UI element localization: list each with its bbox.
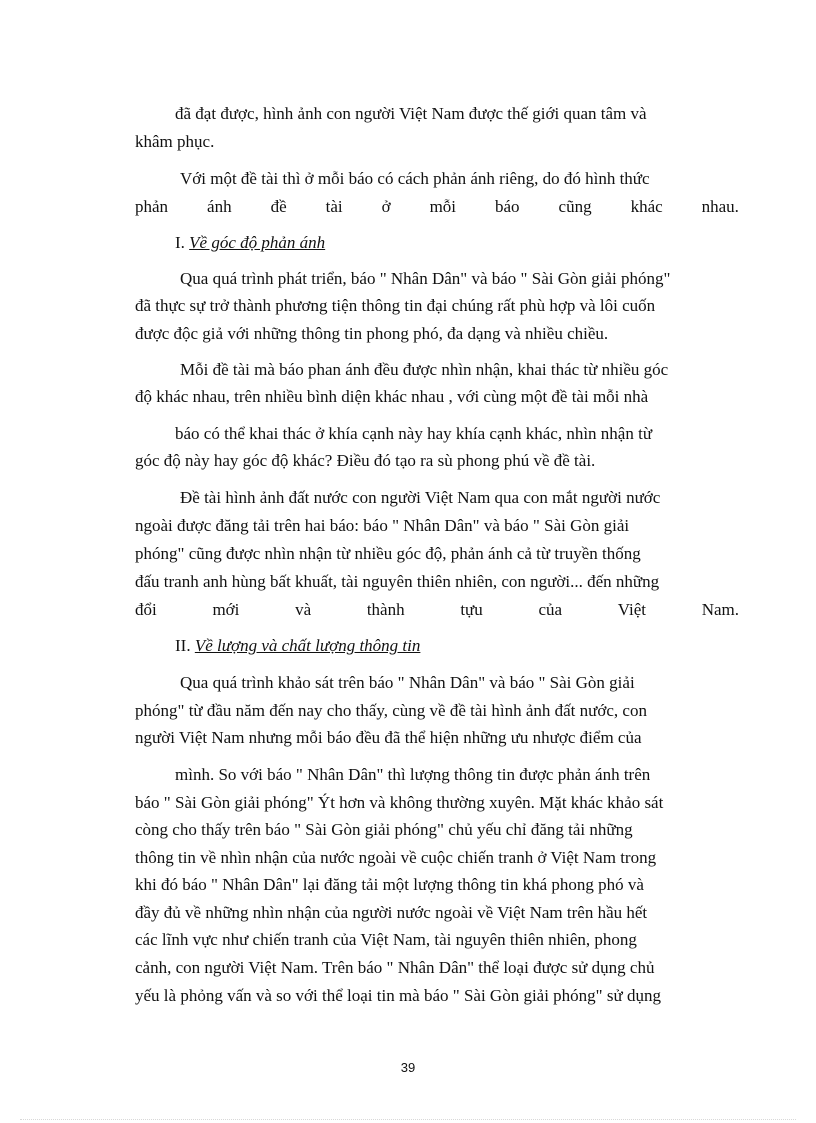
section-heading-1 (175, 232, 739, 254)
word: báo (495, 197, 520, 216)
text-line: góc độ này hay góc độ khác? Điều đó tạo ra sù phong phú về đề tài. (135, 451, 596, 470)
word: của (538, 600, 563, 619)
word: đổi (135, 600, 157, 619)
text-line: khâm phục. (135, 132, 215, 151)
text-line: Với một đề tài thì ở mỗi báo có cách phản ánh riêng, do đó hình thức (180, 169, 650, 188)
word: phản (135, 197, 169, 216)
text-line: đầy đủ về những nhìn nhận của người nước ngoài về Việt Nam trên hầu hết (135, 903, 648, 922)
section-heading-2 (175, 635, 739, 657)
word: cũng (558, 197, 592, 216)
text-line: Qua quá trình phát triển, báo " Nhân Dân" và báo " Sài Gòn giải phóng" (180, 269, 671, 288)
text-line: đã đạt được, hình ảnh con người Việt Nam được thế giới quan tâm và (175, 104, 647, 123)
justified-line (135, 599, 739, 621)
text-line: Qua quá trình khảo sát trên báo " Nhân Dân" và báo " Sài Gòn giải (180, 673, 635, 692)
page-number: 39 (400, 1060, 416, 1075)
word: khác (630, 197, 663, 216)
word: tựu (460, 600, 483, 619)
text-line: mình. So với báo " Nhân Dân" thì lượng thông tin được phản ánh trên (175, 765, 651, 784)
heading-number: II. (175, 636, 191, 655)
text-line: còng cho thấy trên báo " Sài Gòn giải phóng" chủ yếu chỉ đăng tải những (135, 820, 633, 839)
text-line: báo " Sài Gòn giải phóng" Ýt hơn và không thường xuyên. Mặt khác khảo sát (135, 793, 664, 812)
text-line: yếu là phỏng vấn và so với thể loại tin mà báo " Sài Gòn giải phóng" sử dụng (135, 986, 661, 1005)
word: và (295, 600, 312, 619)
text-line: khi đó báo " Nhân Dân" lại đăng tải một lượng thông tin khá phong phó và (135, 875, 644, 894)
text-line: đấu tranh anh hùng bất khuất, tài nguyên thiên nhiên, con người... đến những (135, 572, 660, 591)
word: thành (366, 600, 405, 619)
word: Nam. (701, 600, 739, 619)
word: đề (270, 197, 287, 216)
heading-number: I. (175, 233, 185, 252)
word: nhau. (701, 197, 739, 216)
word: tài (325, 197, 343, 216)
heading-title: Về góc độ phản ánh (189, 233, 326, 252)
heading-title: Về lượng và chất lượng thông tin (194, 636, 421, 655)
text-line: Đề tài hình ảnh đất nước con người Việt Nam qua con mắt người nước (180, 488, 661, 507)
word: mỗi (429, 197, 457, 216)
text-line: Mỗi đề tài mà báo phan ánh đều được nhìn nhận, khai thác từ nhiều góc (180, 360, 669, 379)
text-line: người Việt Nam nhưng mỗi báo đều đã thể hiện những ưu nhược điểm của (135, 728, 642, 747)
text-line: cảnh, con người Việt Nam. Trên báo " Nhân Dân" thể loại được sử dụng chủ (135, 958, 655, 977)
word: Việt (617, 600, 646, 619)
word: mới (212, 600, 240, 619)
text-line: báo có thể khai thác ở khía cạnh này hay khía cạnh khác, nhìn nhận từ (175, 424, 653, 443)
text-line: ngoài được đăng tải trên hai báo: báo " Nhân Dân" và báo " Sài Gòn giải (135, 516, 630, 535)
text-line: thông tin về nhìn nhận của nước ngoài về cuộc chiến tranh ở Việt Nam trong (135, 848, 657, 867)
text-line: đã thực sự trở thành phương tiện thông tin đại chúng rất phù hợp và lôi cuốn (135, 296, 656, 315)
text-line: độ khác nhau, trên nhiều bình diện khác nhau , với cùng một đề tài mỗi nhà (135, 387, 649, 406)
text-line: được độc giả với những thông tin phong phó, đa dạng và nhiều chiều. (135, 324, 609, 343)
justified-line (135, 196, 739, 218)
text-line: phóng" từ đầu năm đến nay cho thấy, cùng về đề tài hình ảnh đất nước, con (135, 701, 647, 720)
text-line: các lĩnh vực như chiến tranh của Việt Nam, tài nguyên thiên nhiên, phong (135, 930, 637, 949)
word: ở (381, 197, 391, 216)
page-bottom-border (20, 1119, 796, 1120)
text-line: phóng" cũng được nhìn nhận từ nhiều góc độ, phản ánh cả từ truyền thống (135, 544, 641, 563)
word: ánh (207, 197, 232, 216)
